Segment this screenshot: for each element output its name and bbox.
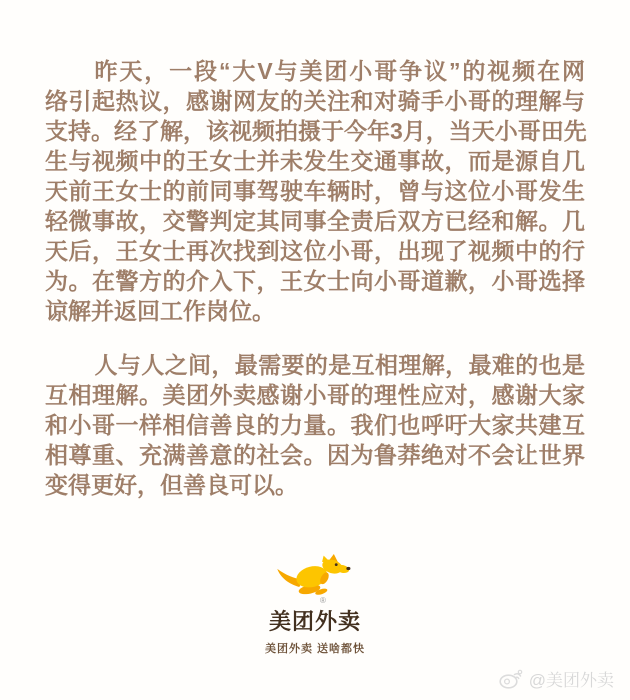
text-line: 谅解并返回工作岗位。 [45, 298, 275, 324]
statement-text [45, 56, 585, 500]
meituan-waimai-logo [0, 554, 630, 656]
kangaroo-icon [0, 554, 630, 598]
text-line: 昨天，一段“大V与美团小哥争议”的视频在网 [94, 58, 585, 84]
paragraph-2 [45, 350, 585, 500]
weibo-icon [499, 668, 524, 689]
paragraph-1 [45, 56, 585, 326]
text-line: 生与视频中的王女士并未发生交通事故，而是源自几 [45, 148, 585, 174]
registered-trademark: ® [320, 596, 326, 605]
text-line: 为。在警方的介入下，王女士向小哥道歉，小哥选择 [45, 268, 585, 294]
text-line: 和小哥一样相信善良的力量。我们也呼吁大家共建互 [45, 412, 585, 438]
watermark-handle: @美团外卖 [528, 671, 614, 690]
brand-tagline: 美团外卖 送啥都快 [264, 643, 366, 655]
text-line: 天前王女士的前同事驾驶车辆时，曾与这位小哥发生 [45, 178, 585, 204]
weibo-watermark [499, 666, 614, 691]
text-line: 人与人之间，最需要的是互相理解，最难的也是 [94, 352, 585, 378]
text-line: 支持。经了解，该视频拍摄于今年3月，当天小哥田先 [45, 118, 587, 144]
text-line: 天后，王女士再次找到这位小哥，出现了视频中的行 [45, 238, 585, 264]
text-line: 轻微事故，交警判定其同事全责后双方已经和解。几 [45, 208, 585, 234]
text-line: 相尊重、充满善意的社会。因为鲁莽绝对不会让世界 [45, 442, 585, 468]
brand-name: 美团外卖 [268, 609, 361, 634]
text-line: 互相理解。美团外卖感谢小哥的理性应对，感谢大家 [45, 382, 585, 408]
text-line: 络引起热议，感谢网友的关注和对骑手小哥的理解与 [45, 88, 585, 114]
text-line: 变得更好，但善良可以。 [45, 472, 298, 498]
